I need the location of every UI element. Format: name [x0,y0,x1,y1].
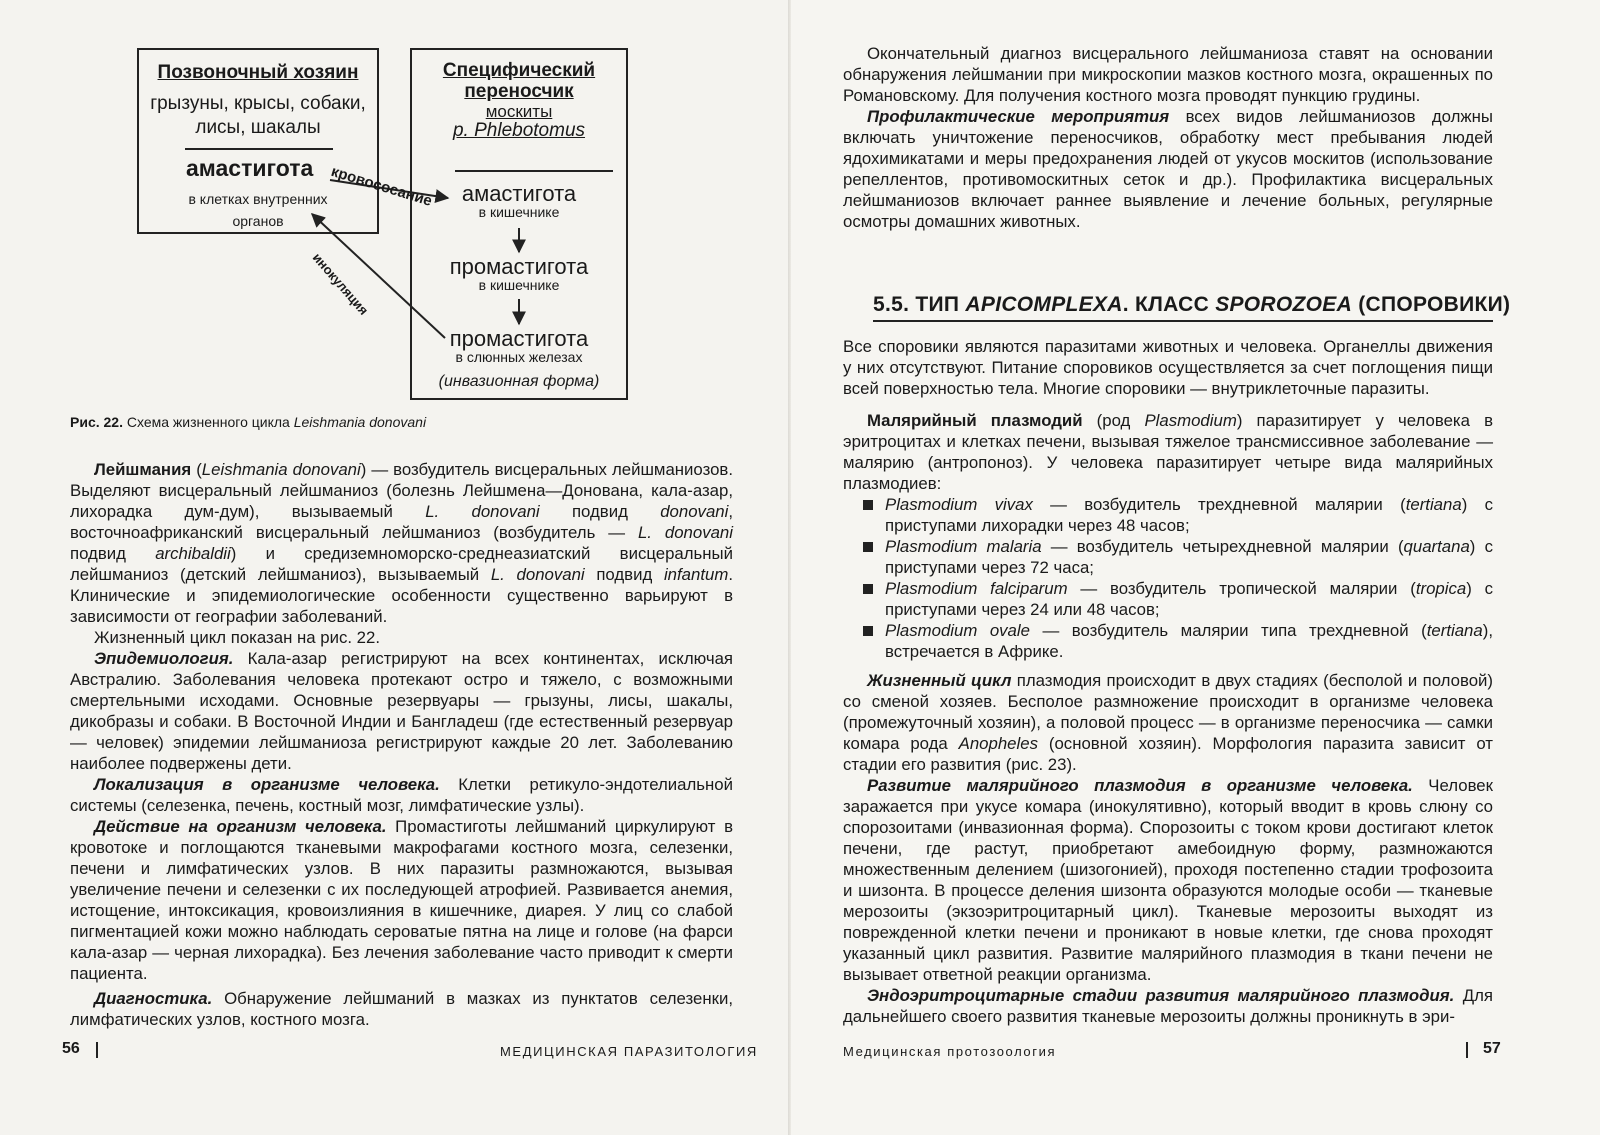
subheading: Действие на организм человека. [94,817,387,836]
text: — возбудитель малярии типа трехдневной ( [1029,621,1427,640]
text: Кала-азар регистрируют на всех континентах, исключая Австралию. Заболевания человека протекают остро и тяжело, с возможными смертельными исходами. Основные резервуары — грызуны, лисы, шакалы, дикобразы и собаки. В Восточной Индии и Бангладеш (где естественный резервуар — человек) эпидемии лейшманиоза регистрируют каждые 20 лет. Заболеванию наиболее подвержены дети. [70,649,733,773]
vector-stage-location: в слюнных железах [455,349,583,365]
vector-stage-promastigote-gut: промастигота [449,254,589,279]
subheading: Развитие малярийного плазмодия в организме человека. [867,776,1413,795]
running-title-right: Медицинская протозоология [843,1044,1057,1059]
list-item [843,578,1493,620]
figure-caption [70,414,426,430]
latin-term: tertiana [1405,495,1462,514]
footer-divider-right [1466,1042,1468,1058]
term: Малярийный плазмодий [867,411,1083,430]
text: Для дальнейшего своего развития тканевые мерозоиты должны проникнуть в эри- [843,986,1493,1026]
text: подвид [70,544,156,563]
text: Обнаружение лейшманий в мазках из пунктатов селезенки, лимфатических узлов, костного мозга. [70,989,733,1029]
text: ) — возбудитель висцеральных лейшманиозов. Выделяют висцеральный лейшманиоз (болезнь Лейшмена—Донована, кала-азар, лихорадка дум-дум), вызываемый [70,460,733,521]
species-name: Plasmodium ovale [885,621,1030,640]
paragraph-prevention [843,106,1493,232]
figure-number: Рис. 22. [70,414,123,430]
inoculation-label: инокуляция [309,250,372,318]
latin-term: L. donovani [637,523,733,542]
list-item [843,494,1493,536]
paragraph-lifecycle-ref: Жизненный цикл показан на рис. 22. [94,628,381,647]
vector-stage-location: в кишечнике [478,204,560,220]
subheading: Профилактические мероприятия [867,107,1170,126]
text: (род [1082,411,1145,430]
species-name: Plasmodium malaria [885,537,1042,556]
text: . Клинические и эпидемиологические особенности существенно варьируют в зависимости от географии заболеваний. [70,565,733,626]
term: Лейшмания [94,460,192,479]
paragraph-diagnostics [70,988,733,1030]
paragraph-sporozoa-intro: Все споровики являются паразитами животных и человека. Органеллы движения у них отсутствуют. Питание споровиков осуществляется за счет поглощения пищи всей поверхностью тела. Многие споровики — внутриклеточные паразиты. [843,337,1493,398]
latin-term: Plasmodium [1144,411,1237,430]
subheading: Локализация в организме человека. [94,775,440,794]
figure-caption-species: Leishmania donovani [293,414,427,430]
paragraph-lifecycle [843,670,1493,775]
section-heading [873,293,1511,322]
paragraph-leishmania [70,459,733,627]
right-column-top [843,43,1493,232]
text: ), встречается в Африке. [885,621,1493,661]
text: ) и средиземноморско-среднеазиатский висцеральный лейшманиоз (детский лейшманиоз), вызываемый [70,544,733,584]
species-name: Plasmodium vivax [885,495,1033,514]
lifecycle-diagram [0,0,790,420]
right-column-intro [843,336,1493,399]
text: Человек заражается при укусе комара (инокулятивно), который вводит в кровь слюну со спорозоитами (инвазионная форма). Спорозоиты с током крови достигают клеток печени, где растут, приобретают амебоидную форму, размножаются множественным делением (шизогонией), проходя постепенно стадии трофозоита и шизонта. В процессе деления шизонта образуются молодые особи — тканевые мерозоиты (экзоэритроцитарный цикл). Тканевые мерозоиты выходят из поврежденной клетки печени и проникают в новые клетки, где снова проходят указанный цикл развития. Развитие малярийного плазмодия в ткани печени не вызывает ответной реакции организма. [843,776,1493,984]
host-stage-location-line: органов [232,213,284,229]
heading-part: (СПОРОВИКИ) [1352,293,1511,316]
heading-part: SPOROZOEA [1215,293,1353,316]
latin-term: infantum [663,565,729,584]
latin-term: donovani [660,502,729,521]
host-title: Позвоночный хозяин [157,62,359,83]
left-column-text [70,459,733,1030]
vector-name: москиты [485,102,553,121]
paragraph-development-in-human [843,775,1493,985]
spacer [843,662,1493,670]
latin-term: L. donovani [490,565,585,584]
right-column-main [843,410,1493,1027]
heading-part: 5.5. ТИП [873,293,966,316]
text: ) с приступами лихорадки через 48 часов; [885,495,1493,535]
vector-stage-location: в кишечнике [478,277,560,293]
text: ) с приступами через 24 или 48 часов; [885,579,1493,619]
subheading: Диагностика. [94,989,213,1008]
latin-term: Leishmania donovani [201,460,361,479]
latin-term: L. donovani [425,502,540,521]
vector-stage-promastigote-glands: промастигота [449,326,589,351]
text: , восточноафриканский висцеральный лейшманиоз (возбудитель — [70,502,734,542]
subheading: Жизненный цикл [867,671,1012,690]
subheading: Эндоэритроцитарные стадии развития малярийного плазмодия. [867,986,1455,1005]
list-item [843,536,1493,578]
text: подвид [539,502,661,521]
species-name: Plasmodium falciparum [885,579,1068,598]
vector-title-line: Специфический [442,60,596,81]
list-item [843,620,1493,662]
paragraph-action [70,816,733,984]
host-stage: амастигота [186,155,314,181]
text: — возбудитель тропической малярии ( [1067,579,1416,598]
running-title-left: МЕДИЦИНСКАЯ ПАРАЗИТОЛОГИЯ [500,1044,758,1059]
vector-title-line: переносчик [464,81,574,102]
latin-term: quartana [1403,537,1470,556]
paragraph-erythrocytic-stages [843,985,1493,1027]
host-list-line: лисы, шакалы [195,117,321,138]
text: подвид [584,565,664,584]
text: всех видов лейшманиозов должны включать уничтожение переносчиков, обработку мест пребывания людей ядохимикатами и меры предохранения людей от укусов москитов (использование репеллентов, противомоскитных сеток и др.). Профилактика висцеральных лейшманиозов включает раннее выявление и лечение больных, регулярные осмотры домашних животных. [843,107,1493,231]
species-list [843,494,1493,662]
page-number-left: 56 [62,1040,80,1057]
latin-term: Anopheles [958,734,1038,753]
heading-part: APICOMPLEXA [965,293,1123,316]
paragraph-final-diagnosis: Окончательный диагноз висцерального лейшманиоза ставят на основании обнаружения лейшмании при микроскопии мазков костного мозга, окрашенных по Романовскому. Для получения костного мозга проводят пункцию грудины. [843,44,1493,105]
page-number-right: 57 [1483,1040,1501,1057]
figure-caption-text: Схема жизненного цикла [126,414,294,430]
paragraph-plasmodium [843,410,1493,494]
footer-divider-left [96,1042,98,1058]
diagram-arrows [0,0,790,420]
latin-term: archibaldii [155,544,231,563]
text: плазмодия происходит в двух стадиях (бесполой и половой) со сменой хозяев. Бесполое размножение происходит в организме человека (промежуточный хозяин), а половой процесс — в организме переносчика — самки комара рода [843,671,1493,753]
invasive-form-label: (инвазионная форма) [438,373,600,390]
vector-genus: p. Phlebotomus [452,120,586,141]
vector-stage-amastigote: амастигота [461,181,577,206]
text: Промастиготы лейшманий циркулируют в кровотоке и поглощаются тканевыми макрофагами костного мозга, селезенки, печени и лимфатических узлов. В них паразиты размножаются, вызывая увеличение печени и селезенки с их последующей атрофией. Развивается анемия, истощение, интоксикация, кровоизлияния в кишечнике, диарея. У лиц со слабой пигментацией кожи можно наблюдать сероватые пятна на лице и голове (на фарси кала-азар — черная лихорадка). Без лечения заболевание часто приводит к смерти пациента. [70,817,733,983]
host-list-line: грызуны, крысы, собаки, [150,93,366,114]
text: — возбудитель трехдневной малярии ( [1032,495,1406,514]
text: ( [191,460,202,479]
text: Клетки ретикуло-эндотелиальной системы (селезенка, печень, костный мозг, лимфатические узлы). [70,775,733,815]
host-stage-location-line: в клетках внутренних [188,191,328,207]
paragraph-epidemiology [70,648,733,774]
paragraph-localization [70,774,733,816]
latin-term: tertiana [1426,621,1483,640]
latin-term: tropica [1415,579,1467,598]
bloodsucking-label: кровососание [329,163,435,210]
subheading: Эпидемиология. [94,649,234,668]
text: (основной хозяин). Морфология паразита зависит от стадии его развития (рис. 23). [843,734,1493,774]
text: ) паразитирует у человека в эритроцитах и клетках печени, вызывая тяжелое трансмиссивное заболевание — малярию (антропоноз). У человека паразитирует четыре вида малярийных плазмодиев: [843,411,1493,493]
text: — возбудитель четырехдневной малярии ( [1041,537,1404,556]
text: ) с приступами через 72 часа; [885,537,1493,577]
heading-part: . КЛАСС [1122,293,1216,316]
